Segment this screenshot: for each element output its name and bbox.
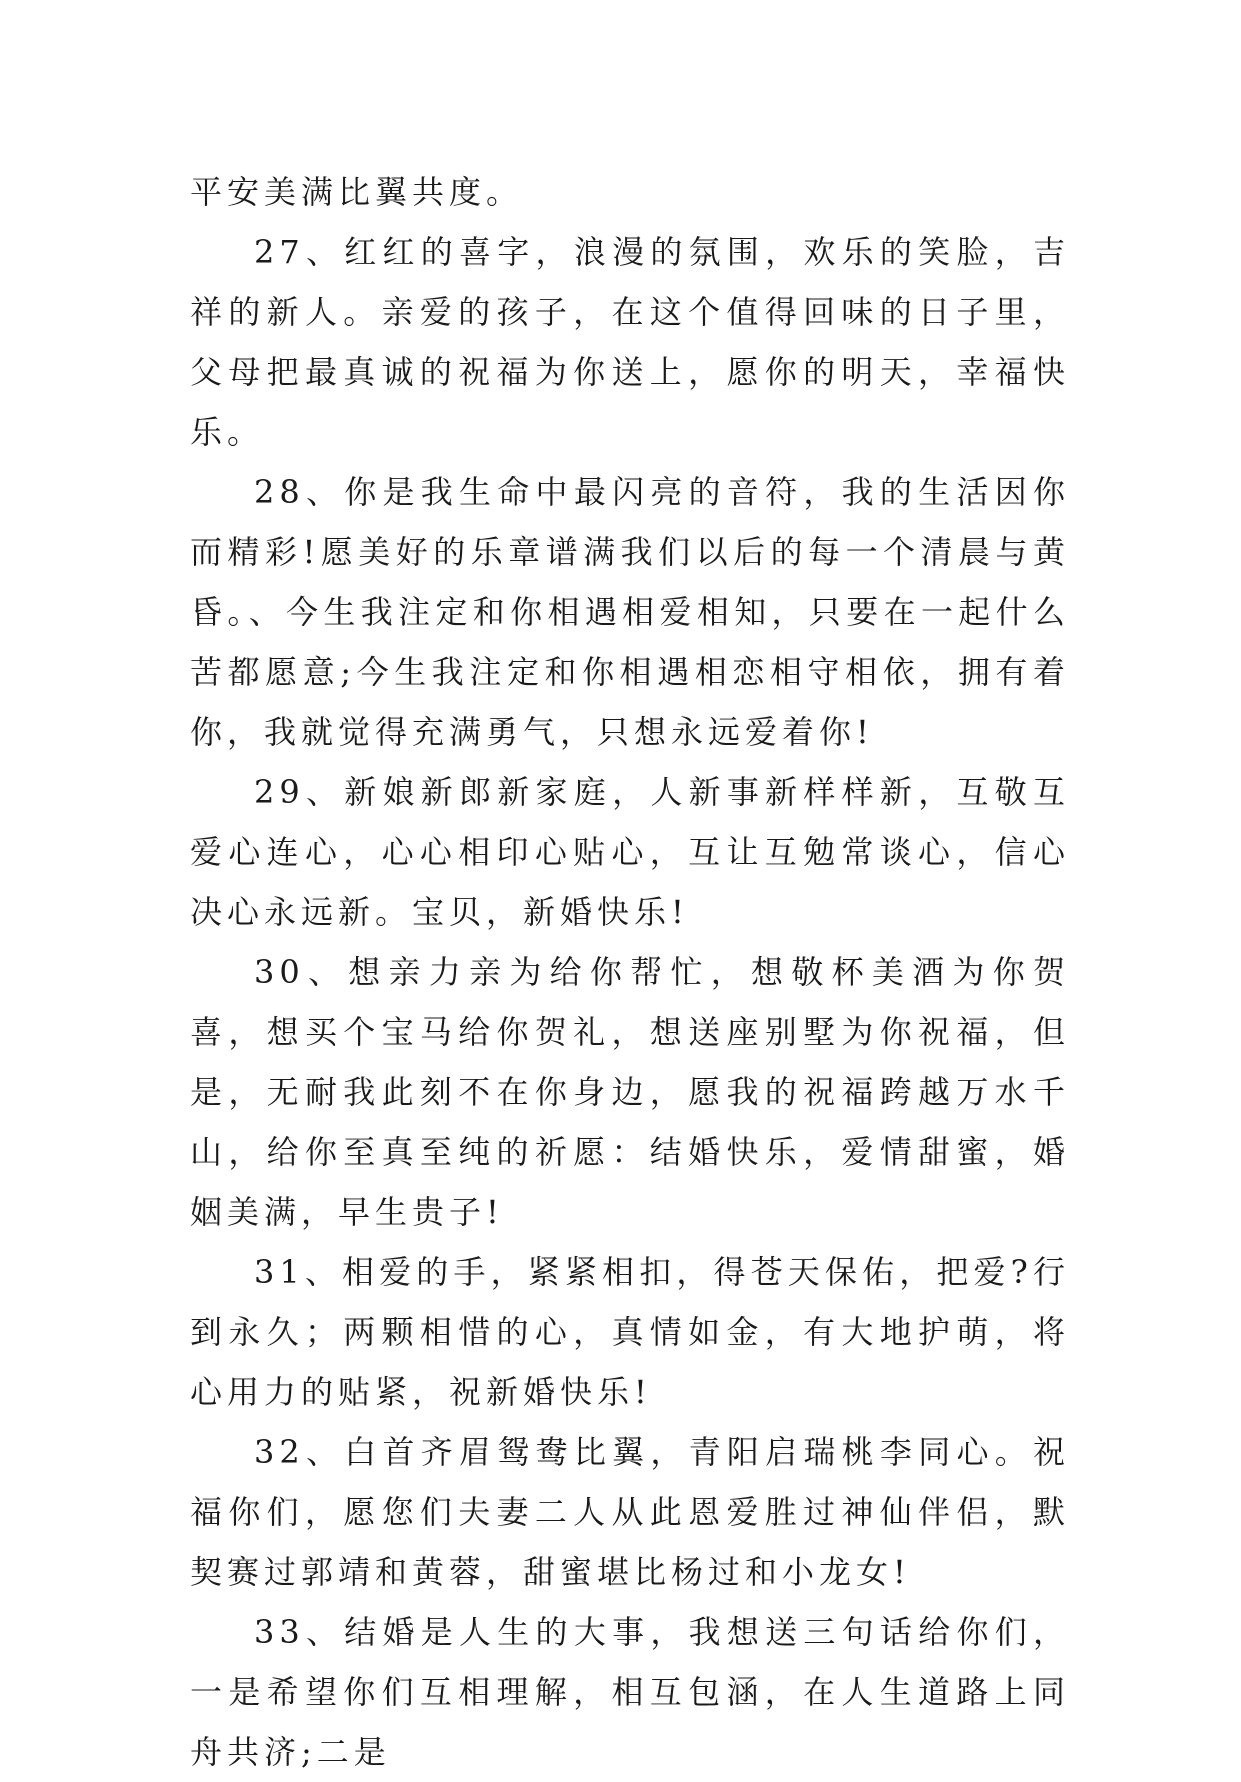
paragraph-continuation: 平安美满比翼共度。: [190, 173, 524, 211]
document-body: [190, 162, 1070, 1782]
paragraph-32: 32、白首齐眉鸳鸯比翼，青阳启瑞桃李同心。祝福你们，愿您们夫妻二人从此恩爱胜过神仙伴侣，默契赛过郭靖和黄蓉，甜蜜堪比杨过和小龙女!: [190, 1433, 1070, 1591]
paragraph-29: 29、新娘新郎新家庭，人新事新样样新，互敬互爱心连心，心心相印心贴心，互让互勉常谈心，信心决心永远新。宝贝，新婚快乐!: [190, 773, 1070, 931]
paragraph-27: 27、红红的喜字，浪漫的氛围，欢乐的笑脸，吉祥的新人。亲爱的孩子，在这个值得回味的日子里，父母把最真诚的祝福为你送上，愿你的明天，幸福快乐。: [190, 233, 1070, 451]
paragraph-33: 33、结婚是人生的大事，我想送三句话给你们，一是希望你们互相理解，相互包涵，在人生道路上同舟共济;二是: [190, 1613, 1070, 1771]
paragraph-31: 31、相爱的手，紧紧相扣，得苍天保佑，把爱?行到永久；两颗相惜的心，真情如金，有大地护萌，将心用力的贴紧，祝新婚快乐!: [190, 1253, 1070, 1411]
paragraph-28: 28、你是我生命中最闪亮的音符，我的生活因你而精彩!愿美好的乐章谱满我们以后的每一个清晨与黄昏。、今生我注定和你相遇相爱相知，只要在一起什么苦都愿意;今生我注定和你相遇相恋相守相依，拥有着你，我就觉得充满勇气，只想永远爱着你!: [190, 473, 1070, 751]
paragraph-30: 30、想亲力亲为给你帮忙，想敬杯美酒为你贺喜，想买个宝马给你贺礼，想送座别墅为你祝福，但是，无耐我此刻不在你身边，愿我的祝福跨越万水千山，给你至真至纯的祈愿：结婚快乐，爱情甜蜜，婚姻美满，早生贵子!: [190, 953, 1070, 1231]
